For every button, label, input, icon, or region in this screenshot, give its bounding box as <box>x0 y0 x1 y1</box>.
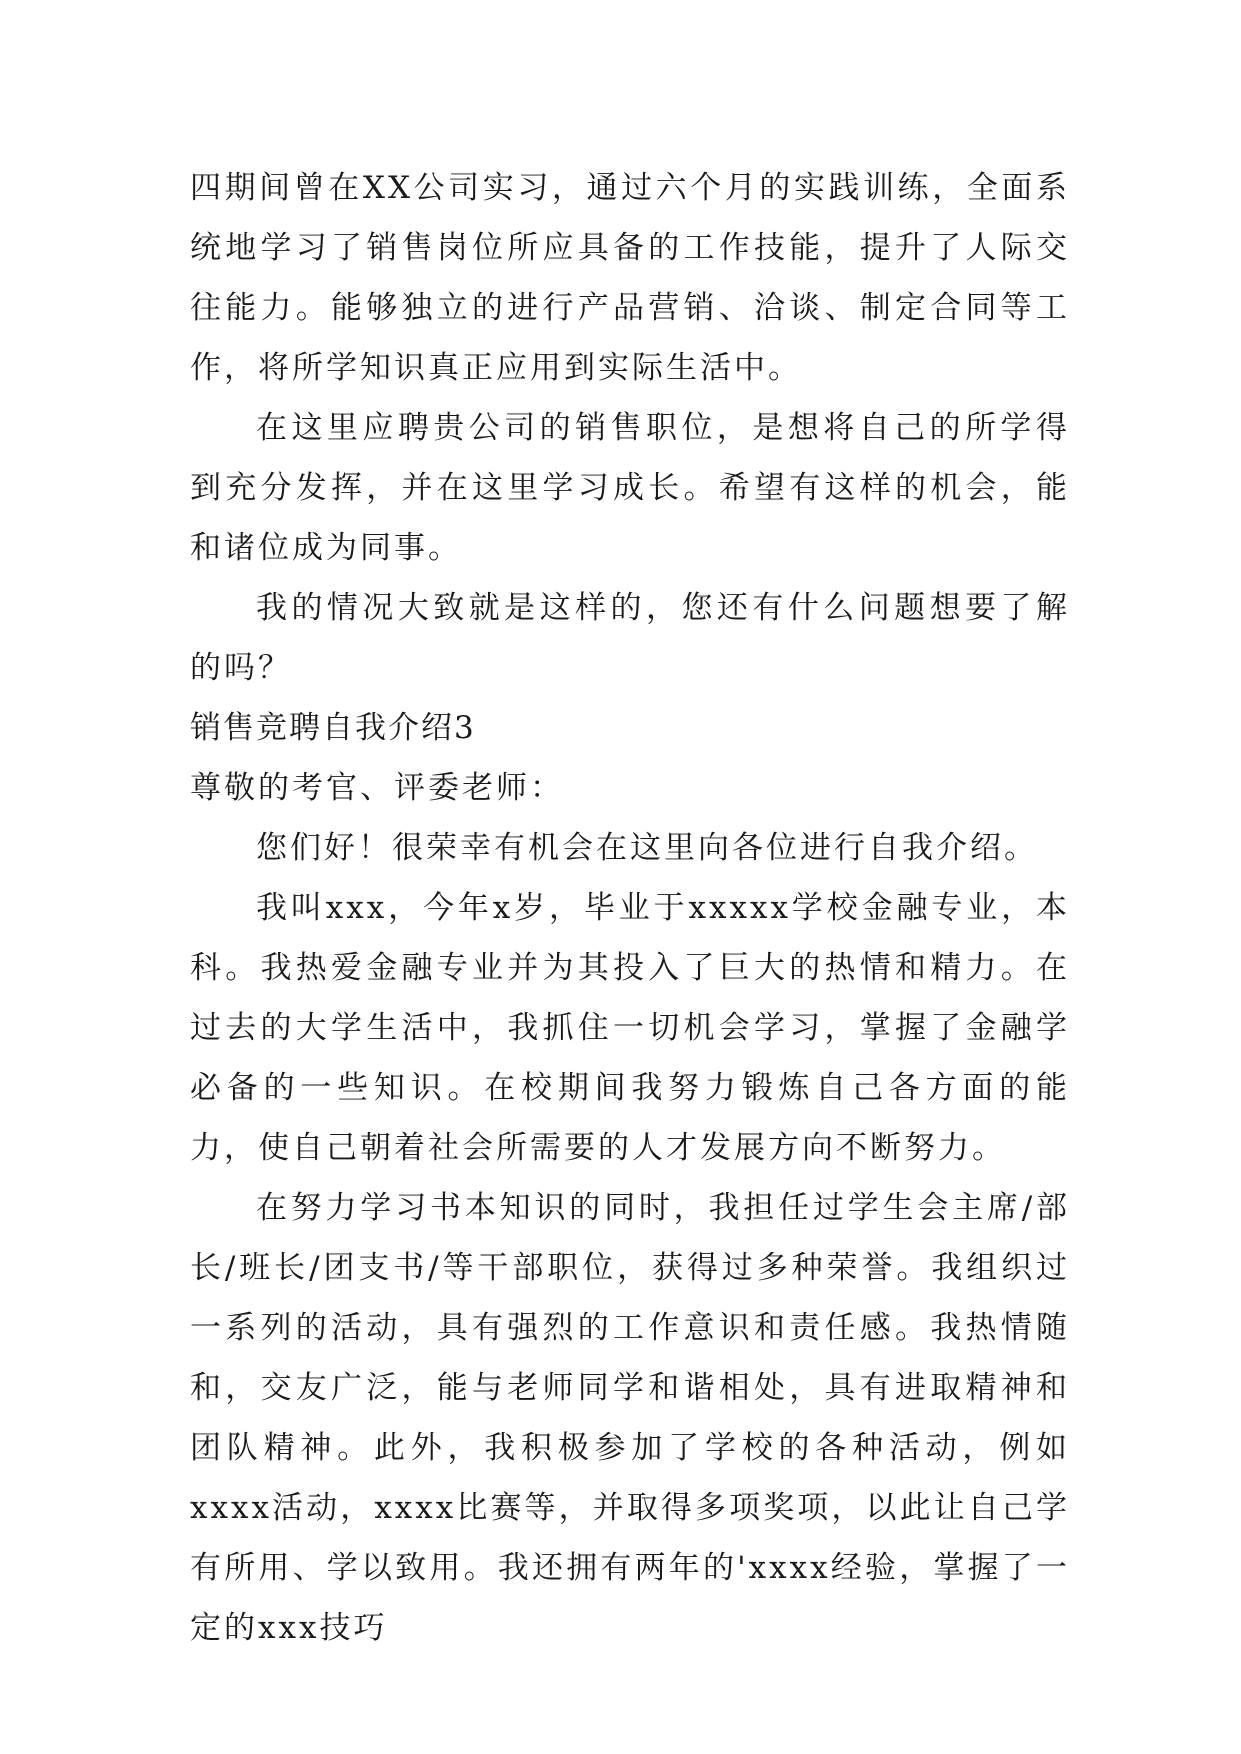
paragraph-closing-question: 我的情况大致就是这样的，您还有什么问题想要了解的吗？ <box>190 590 1070 686</box>
section-heading: 销售竞聘自我介绍3 <box>190 710 476 746</box>
paragraph-background: 我叫xxx，今年x岁，毕业于xxxxx学校金融专业，本科。我热爱金融专业并为其投入了巨大的热情和精力。在过去的大学生活中，我抓住一切机会学习，掌握了金融学必备的一些知识。在校期间我努力锻炼自己各方面的能力，使自己朝着社会所需要的人才发展方向不断努力。 <box>190 890 1070 1166</box>
paragraph-internship: 四期间曾在XX公司实习，通过六个月的实践训练，全面系统地学习了销售岗位所应具备的工作技能，提升了人际交往能力。能够独立的进行产品营销、洽谈、制定合同等工作，将所学知识真正应用到实际生活中。 <box>190 170 1070 386</box>
paragraph-activities: 在努力学习书本知识的同时，我担任过学生会主席/部长/班长/团支书/等干部职位，获得过多种荣誉。我组织过一系列的活动，具有强烈的工作意识和责任感。我热情随和，交友广泛，能与老师同学和谐相处，具有进取精神和团队精神。此外，我积极参加了学校的各种活动，例如xxxx活动，xxxx比赛等，并取得多项奖项，以此让自己学有所用、学以致用。我还拥有两年的'xxxx经验，掌握了一定的xxx技巧 <box>190 1190 1070 1646</box>
paragraph-application: 在这里应聘贵公司的销售职位，是想将自己的所学得到充分发挥，并在这里学习成长。希望有这样的机会，能和诸位成为同事。 <box>190 410 1070 566</box>
paragraph-greeting: 您们好！很荣幸有机会在这里向各位进行自我介绍。 <box>256 830 1038 866</box>
salutation: 尊敬的考官、评委老师： <box>190 770 564 806</box>
document-body <box>190 158 1070 1658</box>
